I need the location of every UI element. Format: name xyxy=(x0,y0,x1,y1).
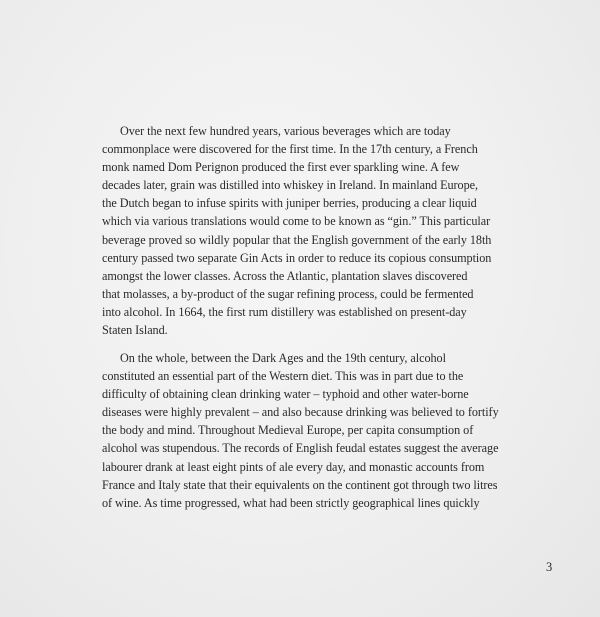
paragraph-1-line: into alcohol. In 1664, the first rum distillery was established on present-day xyxy=(102,304,467,319)
paragraph-2-line: France and Italy state that their equivalents on the continent got through two litres xyxy=(102,477,498,492)
page-number: 3 xyxy=(546,560,553,574)
paragraph-1-line: century passed two separate Gin Acts in order to reduce its copious consumption xyxy=(102,250,492,265)
paragraph-2-line: diseases were highly prevalent – and also because drinking was believed to fortify xyxy=(102,405,499,420)
paragraph-1-line: monk named Dom Perignon produced the first ever sparkling wine. A few xyxy=(102,160,460,175)
paragraph-2-line: labourer drank at least eight pints of ale every day, and monastic accounts from xyxy=(102,459,485,474)
paragraph-1-line: commonplace were discovered for the first time. In the 17th century, a French xyxy=(102,142,478,157)
paragraph-2-line: alcohol was stupendous. The records of English feudal estates suggest the average xyxy=(102,441,499,456)
paragraph-2-line: of wine. As time progressed, what had been strictly geographical lines quickly xyxy=(102,495,480,510)
paragraph-1-line: that molasses, a by-product of the sugar refining process, could be fermented xyxy=(102,286,474,301)
paragraph-1-line: beverage proved so wildly popular that the English government of the early 18th xyxy=(102,232,492,247)
paragraph-2-line: difficulty of obtaining clean drinking water – typhoid and other water-borne xyxy=(102,387,469,402)
paragraph-2-line: constituted an essential part of the Western diet. This was in part due to the xyxy=(102,369,464,384)
paragraph-2-line: the body and mind. Throughout Medieval Europe, per capita consumption of xyxy=(102,423,474,438)
paragraph-2-line: On the whole, between the Dark Ages and the 19th century, alcohol xyxy=(120,351,446,365)
paragraph-1-line: decades later, grain was distilled into whiskey in Ireland. In mainland Europe, xyxy=(102,178,478,193)
paragraph-1 xyxy=(102,122,502,339)
paragraph-1-line: Staten Island. xyxy=(102,323,168,338)
paragraph-2 xyxy=(102,349,502,512)
paragraph-1-line: the Dutch began to infuse spirits with juniper berries, producing a clear liquid xyxy=(102,196,477,211)
paragraph-1-line: which via various translations would come to be known as “gin.” This particular xyxy=(102,214,491,229)
paragraph-1-line: amongst the lower classes. Across the Atlantic, plantation slaves discovered xyxy=(102,268,468,283)
paragraph-1-line: Over the next few hundred years, various beverages which are today xyxy=(120,124,451,138)
